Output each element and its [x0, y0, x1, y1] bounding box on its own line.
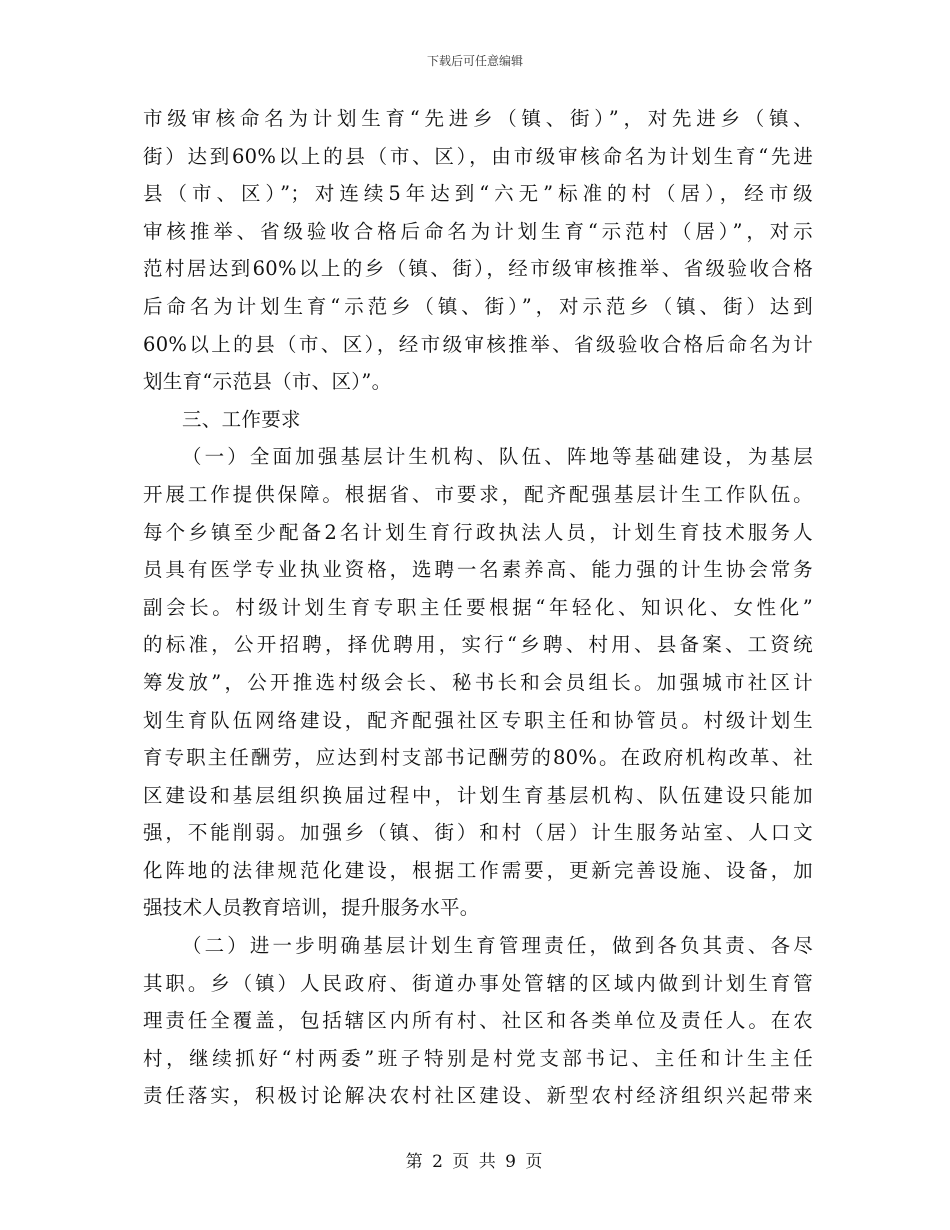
- section-heading: 三、工作要求: [182, 407, 301, 431]
- body-text-line: 员具有医学专业执业资格，选聘一名素养高、能力强的计生协会常务: [143, 558, 813, 582]
- body-text-line: 副会长。村级计划生育专职主任要根据“年轻化、知识化、女性化”: [143, 595, 813, 619]
- body-text-line: 审核推举、省级验收合格后命名为计划生育“示范村（居）”，对示: [143, 219, 813, 243]
- body-text-line: 其职。乡（镇）人民政府、街道办事处管辖的区域内做到计划生育管: [143, 971, 813, 995]
- body-text-line: 60%以上的县（市、区），经市级审核推举、省级验收合格后命名为计: [143, 332, 813, 356]
- body-text-line: 化阵地的法律规范化建设，根据工作需要，更新完善设施、设备，加: [143, 858, 813, 882]
- body-text-line: 强技术人员教育培训，提升服务水平。: [143, 896, 480, 920]
- body-text-line: 后命名为计划生育“示范乡（镇、街）”，对示范乡（镇、街）达到: [143, 294, 813, 318]
- body-text-line: 每个乡镇至少配备2名计划生育行政执法人员，计划生育技术服务人: [143, 520, 813, 544]
- body-text-line: 村，继续抓好“村两委”班子特别是村党支部书记、主任和计生主任: [143, 1046, 813, 1070]
- body-text-line: 街）达到60%以上的县（市、区），由市级审核命名为计划生育“先进: [143, 144, 813, 168]
- body-text-line: 理责任全覆盖，包括辖区内所有村、社区和各类单位及责任人。在农: [143, 1009, 813, 1033]
- body-text-line: 范村居达到60%以上的乡（镇、街），经市级审核推举、省级验收合格: [143, 257, 813, 281]
- page-header: 下载后可任意编辑: [426, 54, 523, 68]
- body-text-line: 育专职主任酬劳，应达到村支部书记酬劳的80%。在政府机构改革、社: [143, 746, 813, 770]
- body-text-line: （二）进一步明确基层计划生育管理责任，做到各负其责、各尽: [182, 934, 813, 958]
- body-text-line: 划生育队伍网络建设，配齐配强社区专职主任和协管员。村级计划生: [143, 708, 813, 732]
- page-footer: 第 2 页 共 9 页: [405, 1152, 545, 1172]
- body-text-line: 市级审核命名为计划生育“先进乡（镇、街）”，对先进乡（镇、: [143, 107, 813, 130]
- body-text-line: 开展工作提供保障。根据省、市要求，配齐配强基层计生工作队伍。: [143, 482, 813, 506]
- body-text-line: 强，不能削弱。加强乡（镇、街）和村（居）计生服务站室、人口文: [143, 821, 813, 845]
- body-text-line: 责任落实，积极讨论解决农村社区建设、新型农村经济组织兴起带来: [143, 1084, 813, 1108]
- body-text-line: 筹发放”，公开推选村级会长、秘书长和会员组长。加强城市社区计: [143, 670, 813, 694]
- body-text-line: 县（市、区）”；对连续5年达到“六无”标准的村（居），经市级: [143, 182, 813, 206]
- body-text-line: 区建设和基层组织换届过程中，计划生育基层机构、队伍建设只能加: [143, 783, 813, 807]
- document-body: [143, 100, 813, 1115]
- body-text-line: （一）全面加强基层计生机构、队伍、阵地等基础建设，为基层: [182, 445, 813, 469]
- body-text-line: 的标准，公开招聘，择优聘用，实行“乡聘、村用、县备案、工资统: [143, 633, 813, 657]
- body-text-line: 划生育“示范县（市、区）”。: [143, 370, 392, 394]
